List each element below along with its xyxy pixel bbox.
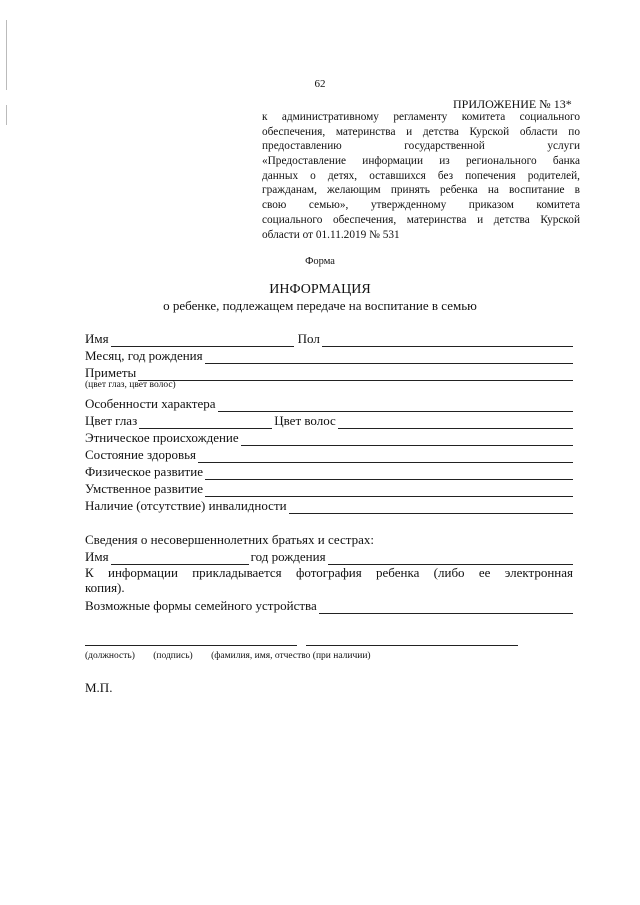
position-sign-line[interactable]: [85, 645, 297, 646]
health-label: Состояние здоровья: [85, 447, 197, 462]
appendix-line: предоставлению государственной услуги: [262, 140, 580, 153]
position-caption: (должность): [85, 651, 135, 661]
disability-field[interactable]: [289, 501, 573, 514]
appendix-line: гражданам, желающим принять ребенка на воспитание в: [262, 184, 580, 197]
marks-label: Приметы: [85, 365, 137, 380]
photo-note: [85, 565, 573, 595]
marks-note: (цвет глаз, цвет волос): [85, 380, 176, 390]
sibling-birth-year-field[interactable]: [328, 552, 573, 565]
eye-color-field[interactable]: [139, 416, 272, 429]
appendix-line: к административному регламенту комитета социального: [262, 111, 580, 123]
ethnic-label: Этническое происхождение: [85, 430, 239, 445]
ethnic-field[interactable]: [241, 433, 573, 446]
sex-field[interactable]: [322, 334, 573, 347]
birth-label: Месяц, год рождения: [85, 348, 203, 363]
mental-label: Умственное развитие: [85, 481, 204, 496]
form-label: Форма: [305, 256, 335, 267]
appendix-line: области от 01.11.2019 № 531: [262, 228, 400, 241]
document-subtitle: о ребенке, подлежащем передаче на воспитание в семью: [163, 298, 477, 313]
appendix-line: социального обеспечения, материнства и детства Курской: [262, 213, 580, 226]
family-forms-field[interactable]: [319, 601, 573, 614]
disability-row: [85, 497, 573, 514]
physical-label: Физическое развитие: [85, 464, 203, 479]
stamp-place: М.П.: [85, 680, 113, 695]
appendix-line: «Предоставление информации из регионального банка: [262, 155, 580, 168]
sibling-birth-year-label: год рождения: [250, 549, 326, 564]
document-title: ИНФОРМАЦИЯ: [269, 282, 371, 297]
appendix-line: свою семью», утвержденному приказом комитета: [262, 199, 580, 212]
family-forms-label: Возможные формы семейного устройства: [85, 598, 317, 613]
physical-field[interactable]: [205, 467, 573, 480]
family-forms-row: [85, 597, 573, 614]
health-row: [85, 446, 573, 463]
fio-caption: (фамилия, имя, отчество (при наличии): [211, 651, 371, 661]
photo-note-line2: копия).: [85, 580, 125, 595]
sibling-name-label: Имя: [85, 549, 109, 564]
character-row: [85, 395, 573, 412]
marks-row: [85, 364, 573, 381]
photo-note-line1: К информации прикладывается фотография ребенка (либо ее электронная: [85, 565, 573, 580]
marks-field[interactable]: [138, 368, 573, 381]
eye-hair-row: [85, 412, 573, 429]
birth-field[interactable]: [205, 351, 573, 364]
siblings-heading: Сведения о несовершеннолетних братьях и сестрах:: [85, 532, 374, 547]
hair-color-label: Цвет волос: [274, 413, 336, 428]
ethnic-row: [85, 429, 573, 446]
sibling-name-field[interactable]: [111, 552, 249, 565]
sibling-row: [85, 548, 573, 565]
character-field[interactable]: [218, 399, 573, 412]
name-sex-row: [85, 330, 573, 347]
physical-row: [85, 463, 573, 480]
sex-label: Пол: [297, 331, 320, 346]
hair-color-field[interactable]: [338, 416, 573, 429]
name-field[interactable]: [111, 334, 294, 347]
appendix-line: данных о детях, оставшихся без попечения родителей,: [262, 169, 580, 182]
appendix-text: [262, 110, 580, 242]
mental-field[interactable]: [205, 484, 573, 497]
health-field[interactable]: [198, 450, 573, 463]
page-number: 62: [314, 78, 326, 90]
eye-color-label: Цвет глаз: [85, 413, 138, 428]
sign-caption: (подпись): [153, 651, 193, 661]
fio-line[interactable]: [306, 645, 518, 646]
scan-edge-mark: [6, 105, 7, 125]
name-label: Имя: [85, 331, 109, 346]
appendix-line: обеспечения, материнства и детства Курской области по: [262, 125, 580, 138]
character-label: Особенности характера: [85, 396, 216, 411]
appendix-title: ПРИЛОЖЕНИЕ № 13*: [453, 97, 572, 111]
siblings-heading-row: [85, 531, 573, 548]
birth-row: [85, 347, 573, 364]
signature-captions: [85, 651, 387, 661]
disability-label: Наличие (отсутствие) инвалидности: [85, 498, 287, 513]
mental-row: [85, 480, 573, 497]
